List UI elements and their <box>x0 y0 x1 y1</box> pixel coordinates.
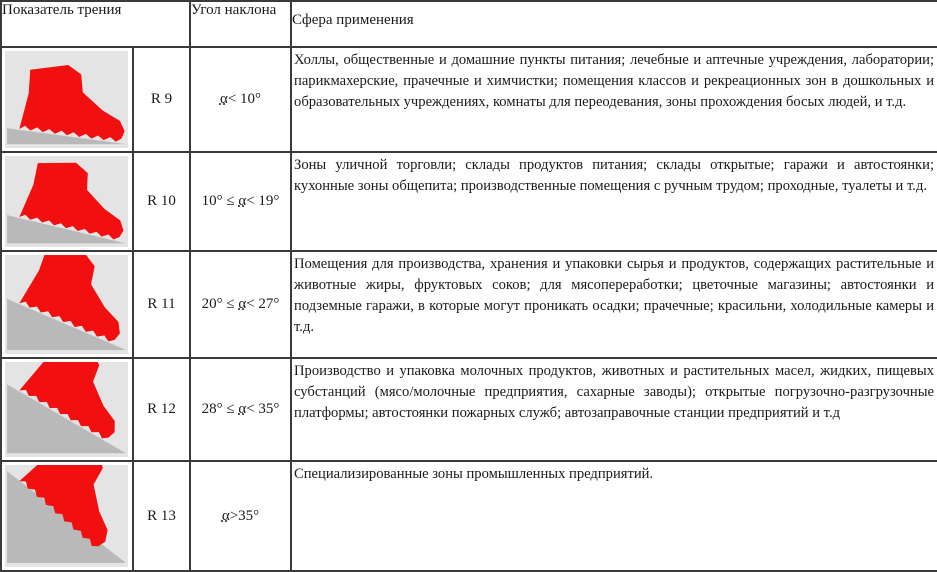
table-header-row <box>1 1 937 47</box>
application-description: Производство и упаковка молочных продуктов, животных и растительных масел, жидких, пищевых субстанций (мясо/молочные предприятия, сахарные заводы); открытые погрузочно-разгрузочные платформы; автостоянки пожарных служб; автозаправочные станции предприятий и т.д <box>291 358 937 461</box>
boot-on-slope-graphic <box>5 51 128 148</box>
boot-image-cell <box>1 152 133 251</box>
application-description: Холлы, общественные и домашние пункты питания; лечебные и аптечные учреждения, лаборатории; парикмахерские, прачечные и химчистки; помещения классов и рекреационных зон в дошкольных и образовательных учреждениях, комнаты для переодевания, зоны прохождения босых людей, и т.д. <box>291 47 937 152</box>
angle-range: 20° ≤ α< 27° <box>190 251 291 358</box>
boot-on-slope-icon <box>5 465 128 567</box>
application-description: Зоны уличной торговли; склады продуктов питания; склады открытые; гаражи и автостоянки; кухонные зоны общепита; производственные помещения с ручным трудом; проходные, туалеты и т.д. <box>291 152 937 251</box>
header-angle-label: Угол наклона <box>191 2 277 18</box>
friction-code: R 10 <box>133 152 190 251</box>
friction-code: R 13 <box>133 461 190 571</box>
boot-image-cell <box>1 47 133 152</box>
table-row <box>1 251 937 358</box>
boot-image-cell <box>1 358 133 461</box>
boot-on-slope-icon <box>5 362 128 457</box>
boot-on-slope-icon <box>5 51 128 148</box>
angle-range: α< 10° <box>190 47 291 152</box>
boot-image-cell <box>1 251 133 358</box>
application-description: Специализированные зоны промышленных предприятий. <box>291 461 937 571</box>
boot-on-slope-graphic <box>5 465 128 567</box>
header-friction <box>1 1 190 47</box>
table-row <box>1 47 937 152</box>
table-row <box>1 152 937 251</box>
header-sphere <box>291 1 937 47</box>
boot-image-cell <box>1 461 133 571</box>
boot-on-slope-graphic <box>5 156 128 247</box>
table-row <box>1 461 937 571</box>
boot-shape <box>19 65 124 142</box>
friction-code: R 9 <box>133 47 190 152</box>
boot-on-slope-icon <box>5 156 128 247</box>
friction-code: R 11 <box>133 251 190 358</box>
header-friction-label: Показатель трения <box>2 2 122 18</box>
table-row <box>1 358 937 461</box>
boot-on-slope-graphic <box>5 255 128 354</box>
boot-on-slope-icon <box>5 255 128 354</box>
header-sphere-label: Сфера применения <box>292 12 414 28</box>
header-angle <box>190 1 291 47</box>
angle-range: α>35° <box>190 461 291 571</box>
friction-code: R 12 <box>133 358 190 461</box>
application-description: Помещения для производства, хранения и упаковки сырья и продуктов, содержащих растительные и животные жиры, фруктовых соков; для мясопереработки; цветочные магазины; автостоянки и подземные гаражи, в которые могут проникать осадки; прачечные; красильни, холодильные камеры и т.д. <box>291 251 937 358</box>
angle-range: 28° ≤ α< 35° <box>190 358 291 461</box>
angle-range: 10° ≤ α< 19° <box>190 152 291 251</box>
boot-on-slope-graphic <box>5 362 128 457</box>
